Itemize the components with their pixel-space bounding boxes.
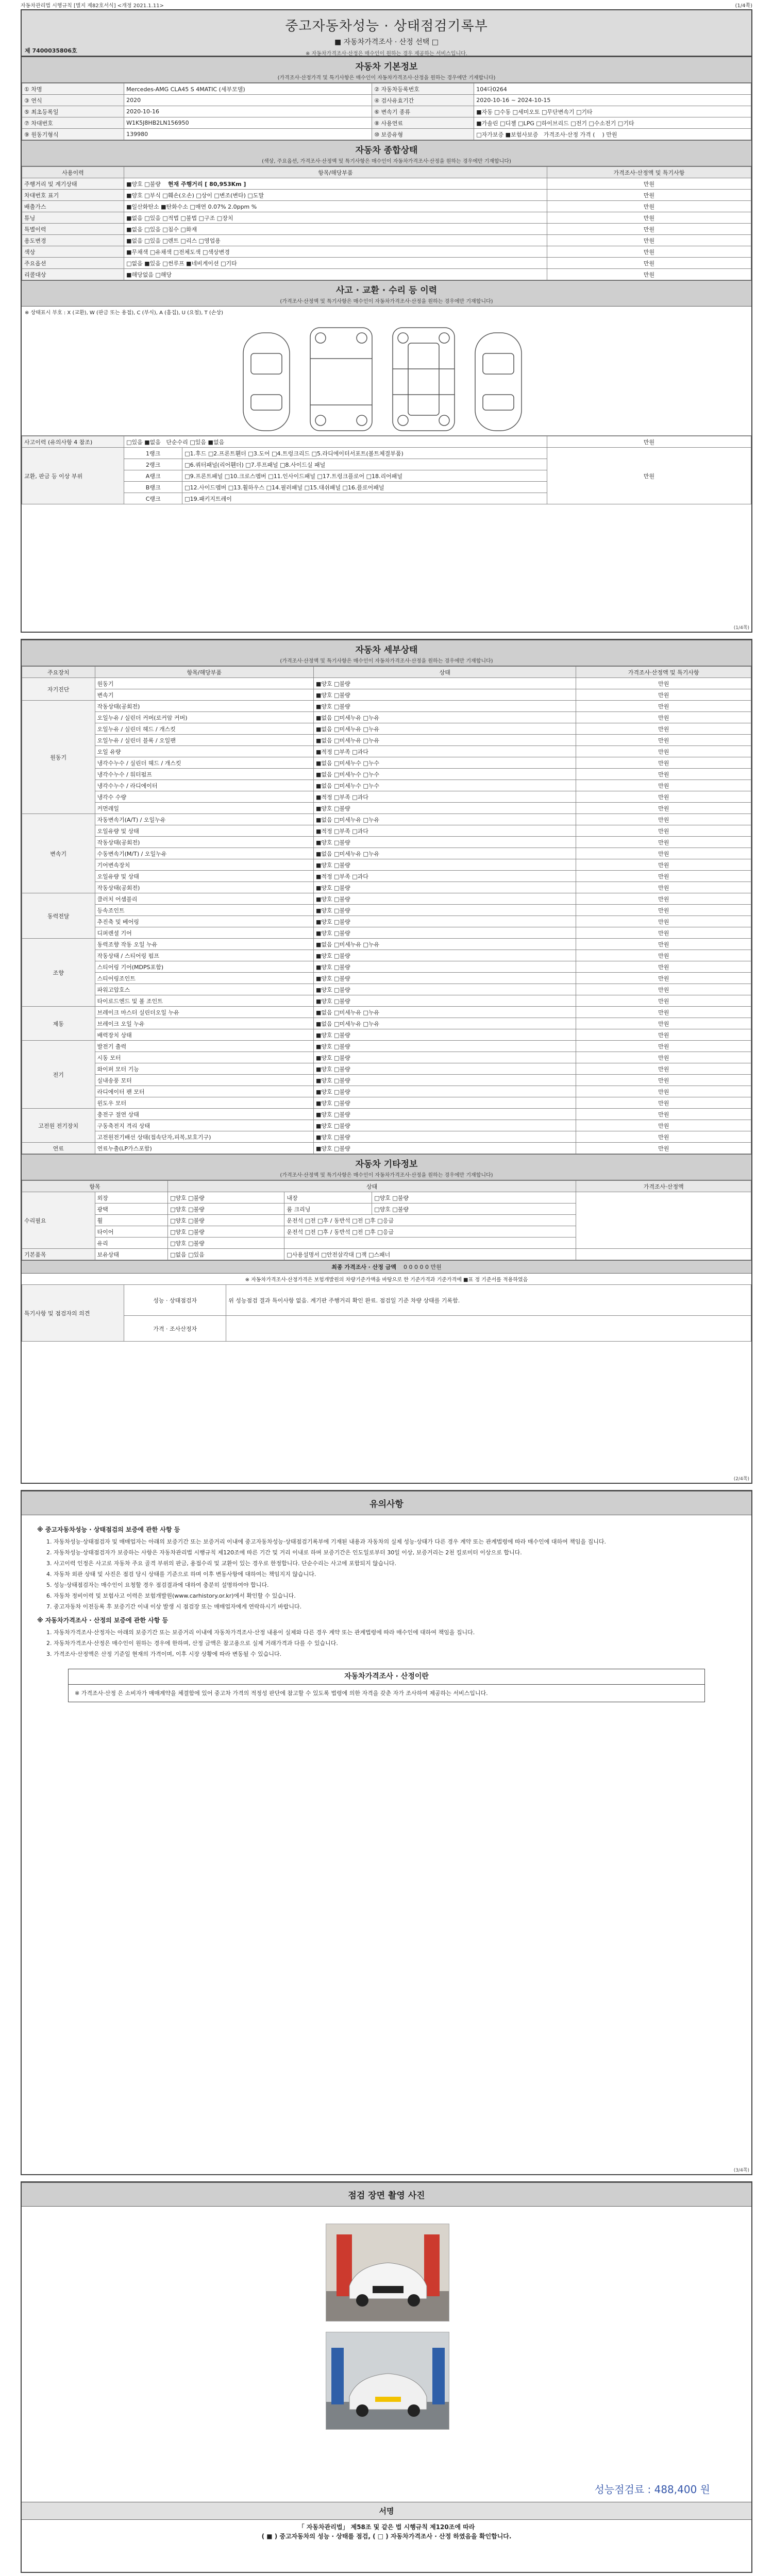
accident-table	[22, 436, 751, 504]
inspection-photo-rear	[326, 2332, 449, 2430]
table-row: 동력전달 클러치 어셈블리 ■양호 □불량 만원	[22, 893, 751, 905]
table-row: 윈도우 모터 ■양호 □불량 만원	[22, 1097, 751, 1109]
table-row: 주요옵션 □없음 ■있음 □썬루프 ■네비게이션 □기타 만원	[22, 258, 751, 269]
table-row: 변속기 자동변속기(A/T) / 오일누유 ■없음 □미세누유 □누유 만원	[22, 814, 751, 825]
table-row: 리콜대상 ■해당없음 □해당 만원	[22, 269, 751, 280]
table-row: C랭크 □19.패키지트레이	[22, 493, 751, 504]
notices-body: ※ 중고자동차성능 · 상태점검의 보증에 관한 사항 등 1. 자동차성능·상태점검자 및 매매업자는 아래의 보증기간 또는 보증거리 이내에 중고자동차성능·상태점검기록부에 기재된 내용과 자동차의 실제 성능·상태가 다른 경우 계약 또는 관계법령에 따라 매수인에 대하여 책임을 집니다. 2. 자동차성능·상태점검자가 보증하는 사항은 자동차관리법 시행규칙 제120조에 따른 기간 및 거리 이내로 하며 보증기간은 인도일로부터 30일 이상, 보증거리는 2천 킬로미터 이상으로 합니다. 3. 사고이력 인정은 사고로 자동차 주요 골격 부위의 판금, 용접수리 및 교환이 있는 경우로 한정합니다. 단순수리는 사고에 포함되지 않습니다. 4. 자동차 외관 상태 및 사진은 점검 당시 상태를 기준으로 하며 이후 변동사항에 대하여는 책임지지 않습니다. 5. 성능·상태점검자는 매수인이 요청할 경우 점검결과에 대하여 충분히 설명하여야 합니다. 6. 자동차 정비이력 및 보험사고 이력은 보험개발원(www.carhistory.or.kr)에서 확인할 수 있습니다. 7. 중고자동차 이전등록 후 보증기간 이내 이상 발생 시 점검장 또는 매매업자에게 연락하시기 바랍니다. ※ 자동차가격조사 · 산정의 보증에 관한 사항 등 1. 자동차가격조사·산정자는 아래의 보증기간 또는 보증거리 이내에 자동차가격조사·산정 내용이 실제와 다른 경우 계약 또는 관계법령에 따라 매수인에 대하여 책임을 집니다. 2. 자동차가격조사·산정은 매수인이 원하는 경우에 한하며, 산정 금액은 참고용으로 실제 거래가격과 다를 수 있습니다. 3. 가격조사·산정액은 산정 기준일 현재의 가격이며, 이후 시장 상황에 따라 변동될 수 있습니다. 자동차가격조사 · 산정이란 ※ 가격조사·산정 은 소비자가 매매계약을 체결함에 있어 중고차 가격의 적정성 판단에 참고할 수 있도록 법령에 의한 자격을 갖춘 자가 조사하여 제공하는 서비스입니다.	[22, 1515, 751, 1707]
table-row: 디퍼렌셜 기어 ■양호 □불량 만원	[22, 927, 751, 939]
form-page-count: (1/4쪽)	[735, 3, 752, 9]
table-row: 실내송풍 모터 ■양호 □불량 만원	[22, 1075, 751, 1086]
table-row: 교환, 판금 등 이상 부위 1랭크 □1.후드 □2.프론트휀더 □3.도어 □4.트렁크리드 □5.라디에이터서포트(볼트체결부품) 만원	[22, 448, 751, 459]
table-row: 가격 · 조사산정자	[22, 1316, 751, 1342]
table-row: 작동상태(공회전) ■양호 □불량 만원	[22, 882, 751, 893]
table-row: 휠 □양호 □불량 운전석 □전 □후 / 동반석 □전 □후 □응급	[22, 1215, 751, 1226]
table-row: ⑤ 최초등록일 2020-10-16 ⑥ 변속기 종류 ■자동 □수동 □세미오토 □무단변속기 □기타	[22, 106, 751, 117]
table-row: 냉각수 수량 ■적정 □부족 □과다 만원	[22, 791, 751, 803]
table-row: 수리필요 외장 □양호 □불량 내장 □양호 □불량	[22, 1192, 751, 1204]
table-row: 스티어링조인트 ■양호 □불량 만원	[22, 973, 751, 984]
table-row: 오일누유 / 실린더 헤드 / 개스킷 ■없음 □미세누유 □누유 만원	[22, 723, 751, 735]
table-row: 와이퍼 모터 기능 ■양호 □불량 만원	[22, 1063, 751, 1075]
page-3: 유의사항 ※ 중고자동차성능 · 상태점검의 보증에 관한 사항 등 1. 자동차성능·상태점검자 및 매매업자는 아래의 보증기간 또는 보증거리 이내에 중고자동차성능·상태점검기록부에 기재된 내용과 자동차의 실제 성능·상태가 다른 경우 계약 또는 관계법령에 따라 매수인에 대하여 책임을 집니다. 2. 자동차성능·상태점검자가 보증하는 사항은 자동차관리법 시행규칙 제120조에 따른 기간 및 거리 이내로 하며 보증기간은 인도일로부터 30일 이상, 보증거리는 2천 킬로미터 이상으로 합니다. 3. 사고이력 인정은 사고로 자동차 주요 골격 부위의 판금, 용접수리 및 교환이 있는 경우로 한정합니다. 단순수리는 사고에 포함되지 않습니다. 4. 자동차 외관 상태 및 사진은 점검 당시 상태를 기준으로 하며 이후 변동사항에 대하여는 책임지지 않습니다. 5. 성능·상태점검자는 매수인이 요청할 경우 점검결과에 대하여 충분히 설명하여야 합니다. 6. 자동차 정비이력 및 보험사고 이력은 보험개발원(www.carhistory.or.kr)에서 확인할 수 있습니다. 7. 중고자동차 이전등록 후 보증기간 이내 이상 발생 시 점검장 또는 매매업자에게 연락하시기 바랍니다. ※ 자동차가격조사 · 산정의 보증에 관한 사항 등 1. 자동차가격조사·산정자는 아래의 보증기간 또는 보증거리 이내에 자동차가격조사·산정 내용이 실제와 다른 경우 계약 또는 관계법령에 따라 매수인에 대하여 책임을 집니다. 2. 자동차가격조사·산정은 매수인이 원하는 경우에 한하며, 산정 금액은 참고용으로 실제 거래가격과 다를 수 있습니다. 3. 가격조사·산정액은 산정 기준일 현재의 가격이며, 이후 시장 상황에 따라 변동될 수 있습니다. 자동차가격조사 · 산정이란 ※ 가격조사·산정 은 소비자가 매매계약을 체결함에 있어 중고차 가격의 적정성 판단에 참고할 수 있도록 법령에 의한 자격을 갖춘 자가 조사하여 제공하는 서비스입니다. (3/4쪽)	[21, 1490, 752, 2175]
table-row: 주행거리 및 계기상태 ■양호 □불량 현재 주행거리 [ 80,953Km ] 만원	[22, 178, 751, 190]
table-row: 자기진단 원동기 ■양호 □불량 만원	[22, 678, 751, 689]
inspection-fee: 성능점검료 : 488,400 원	[594, 2483, 710, 2496]
table-row: 제동 브레이크 마스터 실린더오일 누유 ■없음 □미세누유 □누유 만원	[22, 1007, 751, 1018]
table-row: 타이로드엔드 및 볼 조인트 ■양호 □불량 만원	[22, 995, 751, 1007]
table-row: 고전원 전기장치 충전구 절연 상태 ■양호 □불량 만원	[22, 1109, 751, 1120]
table-row: 연료 연료누출(LP가스포함) ■양호 □불량 만원	[22, 1143, 751, 1154]
table-row: 튜닝 ■없음 □있음 □적법 □불법 □구조 □장치 만원	[22, 212, 751, 224]
table-row: 구동축전지 격리 상태 ■양호 □불량 만원	[22, 1120, 751, 1131]
table-row: 배출가스 ■일산화탄소 ■탄화수소 □매연 0.07% 2.0ppm % 만원	[22, 201, 751, 212]
table-row: 냉각수누수 / 라디에이터 ■없음 □미세누수 □누수 만원	[22, 780, 751, 791]
table-row: B랭크 □12.사이드멤버 □13.휠하우스 □14.필러패널 □15.대쉬패널 □16.플로어패널	[22, 482, 751, 493]
car-outline-diagram	[22, 317, 751, 436]
table-row: 시동 모터 ■양호 □불량 만원	[22, 1052, 751, 1063]
document-number: 제 7400035806호	[25, 47, 77, 54]
table-row: 라디에이터 팬 모터 ■양호 □불량 만원	[22, 1086, 751, 1097]
table-row: 추진축 및 베어링 ■양호 □불량 만원	[22, 916, 751, 927]
signature-heading: 서명	[22, 2502, 751, 2520]
table-row: 원동기 작동상태(공회전) ■양호 □불량 만원	[22, 701, 751, 712]
table-row: 광택 □양호 □불량 룸 크리닝 □양호 □불량	[22, 1204, 751, 1215]
table-row: 배력장치 상태 ■양호 □불량 만원	[22, 1029, 751, 1041]
inspection-photo-front	[326, 2224, 449, 2321]
list-item: 7. 중고자동차 이전등록 후 보증기간 이내 이상 발생 시 점검장 또는 매매업자에게 연락하시기 바랍니다.	[46, 1603, 302, 1610]
table-row: 파워고압호스 ■양호 □불량 만원	[22, 984, 751, 995]
table-row: ⑨ 원동기형식 139980 ⑩ 보증유형 □자가보증 ■보험사보증 가격조사·산정 가격 ( ) 만원	[22, 129, 751, 140]
table-row: 사고이력 (유의사항 4 참조) □있음 ■없음 단순수리 □있음 ■없음 만원	[22, 436, 751, 448]
table-row: 유리 □양호 □불량	[22, 1238, 751, 1249]
list-item: 6. 자동차 정비이력 및 보험사고 이력은 보험개발원(www.carhistory.or.kr)에서 확인할 수 있습니다.	[46, 1592, 296, 1599]
table-row: 오일 유량 ■적정 □부족 □과다 만원	[22, 746, 751, 757]
table-row: 변속기 ■양호 □불량 만원	[22, 689, 751, 701]
table-row: ① 차명 Mercedes-AMG CLA45 S 4MATIC (세부모델) ② 자동차등록번호 104다0264	[22, 83, 751, 95]
table-row: ③ 연식 2020 ④ 검사유효기간 2020-10-16 ~ 2024-10-15	[22, 95, 751, 106]
record-title-band	[22, 10, 751, 57]
list-item: 4. 자동차 외관 상태 및 사진은 점검 당시 상태를 기준으로 하며 이후 변동사항에 대하여는 책임지지 않습니다.	[46, 1571, 316, 1578]
list-item: 3. 가격조사·산정액은 산정 기준일 현재의 가격이며, 이후 시장 상황에 따라 변동될 수 있습니다.	[46, 1651, 282, 1657]
overall-status-heading: 자동차 종합상태 (색상, 주요옵션, 가격조사·산정액 및 특기사항은 매수인이 자동차가격조사·산정을 원하는 경우에만 기재합니다)	[22, 140, 751, 166]
table-row: 기본품목 보유상태 □없음 □있음 □사용설명서 □안전삼각대 □잭 □스패너	[22, 1249, 751, 1260]
accident-history-heading: 사고 · 교환 · 수리 등 이력 (가격조사·산정액 및 특기사항은 매수인이 자동차가격조사·산정을 원하는 경우에만 기재합니다)	[22, 280, 751, 307]
table-row: 고전원전기배선 상태(접속단자,피복,보호기구) ■양호 □불량 만원	[22, 1131, 751, 1143]
table-row: 등속조인트 ■양호 □불량 만원	[22, 905, 751, 916]
table-row: 특기사항 및 점검자의 의견 성능 · 상태점검자 위 성능점검 결과 특이사항 없음. 계기판 주행거리 확인 완료. 점검일 기준 차량 상태를 기록함.	[22, 1285, 751, 1316]
table-row: 스티어링 기어(MDPS포함) ■양호 □불량 만원	[22, 961, 751, 973]
detail-status-table: 주요장치 항목/해당부품 상태 가격조사·산정액 및 특기사항 자기진단 원동기 ■양호 □불량 만원 변속기 ■양호 □불량 만원 원동기 작동상태(공회전) ■양호 □불량 만원 오일누유 / 실린더 커버(로커암 커버) ■없음 □미세누유 □누유 만원 오일누유 / 실린더 헤드 / 개스킷 ■없음 □미세누유 □누유 만원 오일누유 / 실린더 블록 / 오일팬 ■없음 □미세누유 □누유 만원 오일 유량 ■적정 □부족 □과다 만원 냉각수누수 / 실린더 헤드 / 개스킷 ■없음 □미세누수 □누수 만원 냉각수누수 / 워터펌프 ■없음 □미세누수 □누수 만원 냉각수누수 / 라디에이터 ■없음 □미세누수 □누수 만원 냉각수 수량 ■적정 □부족 □과다 만원 커먼레일 ■양호 □불량 만원 변속기 자동변속기(A/T) / 오일누유 ■없음 □미세누유 □누유 만원 오일유량 및 상태 ■적정 □부족 □과다 만원 작동상태(공회전) ■양호 □불량 만원 수동변속기(M/T) / 오일누유 ■없음 □미세누유 □누유 만원 기어변속장치 ■양호 □불량 만원 오일유량 및 상태 ■적정 □부족 □과다 만원 작동상태(공회전) ■양호 □불량 만원 동력전달 클러치 어셈블리 ■양호 □불량 만원 등속조인트 ■양호 □불량 만원 추진축 및 베어링 ■양호 □불량 만원 디퍼렌셜 기어 ■양호 □불량 만원 조향 동력조향 작동 오일 누유 ■없음 □미세누유 □누유 만원 작동상태 / 스티어링 펌프 ■양호 □불량 만원 스티어링 기어(MDPS포함) ■양호 □불량 만원 스티어링조인트 ■양호 □불량 만원 파워고압호스 ■양호 □불량 만원 타이로드엔드 및 볼 조인트 ■양호 □불량 만원 제동 브레이크 마스터 실린더오일 누유 ■없음 □미세누유 □누유 만원 브레이크 오일 누유 ■없음 □미세누유 □누유 만원 배력장치 상태 ■양호 □불량 만원 전기 발전기 출력 ■양호 □불량 만원 시동 모터 ■양호 □불량 만원 와이퍼 모터 기능 ■양호 □불량 만원 실내송풍 모터 ■양호 □불량 만원 라디에이터 팬 모터 ■양호 □불량 만원 윈도우 모터 ■양호 □불량 만원 고전원 전기장치 충전구 절연 상태 ■양호 □불량 만원 구동축전지 격리 상태 ■양호 □불량 만원 고전원전기배선 상태(접속단자,피복,보호기구) ■양호 □불량 만원 연료 연료누출(LP가스포함) ■양호 □불량 만원	[22, 666, 751, 1154]
table-row: 작동상태(공회전) ■양호 □불량 만원	[22, 837, 751, 848]
list-item: 1. 자동차가격조사·산정자는 아래의 보증기간 또는 보증거리 이내에 자동차가격조사·산정 내용이 실제와 다른 경우 계약 또는 관계법령에 따라 매수인에 대하여 책임을 집니다.	[46, 1629, 475, 1636]
notices-heading: 유의사항	[22, 1491, 751, 1515]
table-row: 색상 ■무채색 □유채색 □전체도색 □색상변경 만원	[22, 246, 751, 258]
table-row: 수동변속기(M/T) / 오일누유 ■없음 □미세누유 □누유 만원	[22, 848, 751, 859]
table-row: 오일유량 및 상태 ■적정 □부족 □과다 만원	[22, 825, 751, 837]
table-row: 오일누유 / 실린더 블록 / 오일팬 ■없음 □미세누유 □누유 만원	[22, 735, 751, 746]
final-price-bar: 최종 가격조사 · 산정 금액 0 0 0 0 0 만원	[22, 1260, 751, 1274]
confirmation-text: 「 자동차관리법」 제58조 및 같은 법 시행규칙 제120조에 따라 ( ■ ) 중고자동차의 성능 · 상태를 점검, ( □ ) 자동차가격조사 · 산정 하였음을 확인합니다.	[261, 2523, 512, 2540]
table-row: A랭크 □9.프론트패널 □10.크로스멤버 □11.인사이드패널 □17.트렁크플로어 □18.리어패널	[22, 470, 751, 482]
list-item: 2. 자동차가격조사·산정은 매수인이 원하는 경우에 한하며, 산정 금액은 참고용으로 실제 거래가격과 다를 수 있습니다.	[46, 1640, 338, 1647]
form-meta-line	[21, 1, 752, 8]
special-remarks-table	[22, 1284, 751, 1342]
photos-heading: 점검 장면 촬영 사진	[22, 2182, 751, 2207]
table-row: 2랭크 □6.쿼터패널(리어휀더) □7.루프패널 □8.사이드실 패널	[22, 459, 751, 470]
mileage-value: 현재 주행거리 [ 80,953Km ]	[167, 180, 246, 188]
table-row: 전기 발전기 출력 ■양호 □불량 만원	[22, 1041, 751, 1052]
page-2: 자동차 세부상태 (가격조사·산정액 및 특기사항은 매수인이 자동차가격조사·산정을 원하는 경우에만 기재합니다) 주요장치 항목/해당부품 상태 가격조사·산정액 및 특기사항 자기진단 원동기 ■양호 □불량 만원 변속기 ■양호 □불량 만원 원동기 작동상태(공회전) ■양호 □불량 만원 오일누유 / 실린더 커버(로커암 커버) ■없음 □미세누유 □누유 만원 오일누유 / 실린더 헤드 / 개스킷 ■없음 □미세누유 □누유 만원 오일누유 / 실린더 블록 / 오일팬 ■없음 □미세누유 □누유 만원 오일 유량 ■적정 □부족 □과다 만원 냉각수누수 / 실린더 헤드 / 개스킷 ■없음 □미세누수 □누수 만원 냉각수누수 / 워터펌프 ■없음 □미세누수 □누수 만원 냉각수누수 / 라디에이터 ■없음 □미세누수 □누수 만원 냉각수 수량 ■적정 □부족 □과다 만원 커먼레일 ■양호 □불량 만원 변속기 자동변속기(A/T) / 오일누유 ■없음 □미세누유 □누유 만원 오일유량 및 상태 ■적정 □부족 □과다 만원 작동상태(공회전) ■양호 □불량 만원 수동변속기(M/T) / 오일누유 ■없음 □미세누유 □누유 만원 기어변속장치 ■양호 □불량 만원 오일유량 및 상태 ■적정 □부족 □과다 만원 작동상태(공회전) ■양호 □불량 만원 동력전달 클러치 어셈블리 ■양호 □불량 만원 등속조인트 ■양호 □불량 만원 추진축 및 베어링 ■양호 □불량 만원 디퍼렌셜 기어 ■양호 □불량 만원 조향 동력조향 작동 오일 누유 ■없음 □미세누유 □누유 만원 작동상태 / 스티어링 펌프 ■양호 □불량 만원 스티어링 기어(MDPS포함) ■양호 □불량 만원 스티어링조인트 ■양호 □불량 만원 파워고압호스 ■양호 □불량 만원 타이로드엔드 및 볼 조인트 ■양호 □불량 만원 제동 브레이크 마스터 실린더오일 누유 ■없음 □미세누유 □누유 만원 브레이크 오일 누유 ■없음 □미세누유 □누유 만원 배력장치 상태 ■양호 □불량 만원 전기 발전기 출력 ■양호 □불량 만원 시동 모터 ■양호 □불량 만원 와이퍼 모터 기능 ■양호 □불량 만원 실내송풍 모터 ■양호 □불량 만원 라디에이터 팬 모터 ■양호 □불량 만원 윈도우 모터 ■양호 □불량 만원 고전원 전기장치 충전구 절연 상태 ■양호 □불량 만원 구동축전지 격리 상태 ■양호 □불량 만원 고전원전기배선 상태(접속단자,피복,보호기구) ■양호 □불량 만원 연료 연료누출(LP가스포함) ■양호 □불량 만원 자동차 기타정보 (가격조사·산정액 및 특기사항은 매수인이 자동차가격조사·산정을 원하는 경우에만 기재합니다) 항목 상태 가격조사·산정액 수리필요 외장 □양호 □불량 내장 □양호 □불량 광택 □양호 □불량 룸 크리닝 □양호 □불량 휠 □양호 □불량 운전석 □전 □후 / 동반석 □전 □후 □응급 타이어 □양호 □불량 운전석 □전 □후 / 동반석 □전 □후 □응급 유리 □양호 □불량 기본품목 보유상태 □없음 □있음 □사용설명서 □안전삼각대 □잭 □스패너 최종 가격조사 · 산정 금액 0 0 0 0 0 만원 ※ 자동차가격조사·산정가격은 보험개발원의 차량기준가액을 바탕으로 한 기준가격과 기준가격에 ■표 정 기준서를 적용하였음 특기사항 및 점검자의 의견 성능 · 상태점검자 위 성능점검 결과 특이사항 없음. 계기판 주행거리 확인 완료. 점검일 기준 차량 상태를 기록함. 가격 · 조사산정자 (2/4쪽)	[21, 639, 752, 1484]
header-note: ※ 자동차가격조사·산정은 매수인이 원하는 경우 제공하는 서비스입니다.	[306, 51, 467, 57]
list-item: 1. 자동차성능·상태점검자 및 매매업자는 아래의 보증기간 또는 보증거리 이내에 중고자동차성능·상태점검기록부에 기재된 내용과 자동차의 실제 성능·상태가 다른 경우 계약 또는 관계법령에 따라 매수인에 대하여 책임을 집니다.	[46, 1538, 606, 1545]
table-row: 냉각수누수 / 워터펌프 ■없음 □미세누수 □누수 만원	[22, 769, 751, 780]
overall-status-table: 사용이력 항목/해당부품 가격조사·산정액 및 특기사항 주행거리 및 계기상태 ■양호 □불량 현재 주행거리 [ 80,953Km ] 만원 차대번호 표기 ■양호 □부식 □훼손(오손) □상이 □변조(변타) □도말 만원 배출가스 ■일산화탄소 ■탄화수소 □매연 0.07% 2.0ppm % 만원 튜닝 ■없음 □있음 □적법 □불법 □구조 □장치 만원 특별이력 ■없음 □있음 □침수 □화재 만원 용도변경 ■없음 □있음 □렌트 □리스 □영업용 만원 색상 ■무채색 □유채색 □전체도색 □색상변경 만원 주요옵션 □없음 ■있음 □썬루프 ■네비게이션 □기타 만원 리콜대상 ■해당없음 □해당 만원	[22, 166, 751, 280]
table-row: 조향 동력조향 작동 오일 누유 ■없음 □미세누유 □누유 만원	[22, 939, 751, 950]
other-info-table: 항목 상태 가격조사·산정액 수리필요 외장 □양호 □불량 내장 □양호 □불량 광택 □양호 □불량 룸 크리닝 □양호 □불량 휠 □양호 □불량 운전석 □전 □후 / 동반석 □전 □후 □응급 타이어 □양호 □불량 운전석 □전 □후 / 동반석 □전 □후 □응급 유리 □양호 □불량 기본품목 보유상태 □없음 □있음 □사용설명서 □안전삼각대 □잭 □스패너	[22, 1180, 751, 1260]
page-4	[21, 2181, 752, 2573]
page-1: 중고자동차성능 · 상태점검기록부 ■ 자동차가격조사 · 산정 선택 □ ※ 자동차가격조사·산정은 매수인이 원하는 경우 제공하는 서비스입니다. 제 7400035806호 자동차 기본정보 (가격조사·산정가격 및 특기사항은 매수인이 자동차가격조사·산정을 원하는 경우에만 기재합니다) ① 차명 Mercedes-AMG CLA45 S 4MATIC (세부모델) ② 자동차등록번호 104다0264 ③ 연식 2020 ④ 검사유효기간 2020-10-16 ~ 2024-10-15 ⑤ 최초등록일 2020-10-16 ⑥ 변속기 종류 ■자동 □수동 □세미오토 □무단변속기 □기타 ⑦ 차대번호 W1K5J8HB2LN156950 ⑧ 사용연료 ■가솔린 □디젤 □LPG □하이브리드 □전기 □수소전기 □기타 ⑨ 원동기형식 139980 ⑩ 보증유형 □자가보증 ■보험사보증 가격조사·산정 가격 ( ) 만원 자동차 종합상태 (색상, 주요옵션, 가격조사·산정액 및 특기사항은 매수인이 자동차가격조사·산정을 원하는 경우에만 기재합니다) 사용이력 항목/해당부품 가격조사·산정액 및 특기사항 주행거리 및 계기상태 ■양호 □불량 현재 주행거리 [ 80,953Km ] 만원 차대번호 표기 ■양호 □부식 □훼손(오손) □상이 □변조(변타) □도말 만원 배출가스 ■일산화탄소 ■탄화수소 □매연 0.07% 2.0ppm % 만원 튜닝 ■없음 □있음 □적법 □불법 □구조 □장치 만원 특별이력 ■없음 □있음 □침수 □화재 만원 용도변경 ■없음 □있음 □렌트 □리스 □영업용 만원 색상 ■무채색 □유채색 □전체도색 □색상변경 만원 주요옵션 □없음 ■있음 □썬루프 ■네비게이션 □기타 만원 리콜대상 ■해당없음 □해당 만원 사고 · 교환 · 수리 등 이력 (가격조사·산정액 및 특기사항은 매수인이 자동차가격조사·산정을 원하는 경우에만 기재합니다) ※ 상태표시 부호 : X (교환), W (판금 또는 용접), C (부식), A (흠집), U (요철), T (손상) 사고이력 (유의사항 4 참조) □있음 ■없음 단순수리 □있음 ■없음 만원 교환, 판금 등 이상 부위 1랭크 □1.후드 □2.프론트휀더 □3.도어 □4.트렁크리드 □5.라디에이터서포트(볼트체결부품) 만원 2랭크 □6.쿼터패널(리어휀더) □7.루프패널 □8.사이드실 패널 A랭크 □9.프론트패널 □10.크로스멤버 □11.인사이드패널 □17.트렁크플로어 □18.리어패널 B랭크 □12.사이드멤버 □13.휠하우스 □14.필러패널 □15.대쉬패널 □16.플로어패널 C랭크 □19.패키지트레이 (1/4쪽)	[21, 9, 752, 633]
table-row: 차대번호 표기 ■양호 □부식 □훼손(오손) □상이 □변조(변타) □도말 만원	[22, 190, 751, 201]
vehicle-damage-diagram	[22, 317, 751, 436]
list-item: 2. 자동차성능·상태점검자가 보증하는 사항은 자동차관리법 시행규칙 제120조에 따른 기간 및 거리 이내로 하며 보증기간은 인도일로부터 30일 이상, 보증거리는 2천 킬로미터 이상으로 합니다.	[46, 1549, 522, 1556]
price-survey-info-box: 자동차가격조사 · 산정이란 ※ 가격조사·산정 은 소비자가 매매계약을 체결함에 있어 중고차 가격의 적정성 판단에 참고할 수 있도록 법령에 의한 자격을 갖춘 자가 조사하여 제공하는 서비스입니다.	[68, 1669, 705, 1702]
table-row: 오일유량 및 상태 ■적정 □부족 □과다 만원	[22, 871, 751, 882]
table-row: 브레이크 오일 누유 ■없음 □미세누유 □누유 만원	[22, 1018, 751, 1029]
table-row: 특별이력 ■없음 □있음 □침수 □화재 만원	[22, 224, 751, 235]
table-row: 냉각수누수 / 실린더 헤드 / 개스킷 ■없음 □미세누수 □누수 만원	[22, 757, 751, 769]
form-legal-ref: 자동차관리법 시행규칙 [별지 제82호서식] <개정 2021.1.11>	[21, 3, 164, 9]
damage-legend: ※ 상태표시 부호 : X (교환), W (판금 또는 용접), C (부식), A (흠집), U (요철), T (손상)	[25, 310, 224, 316]
page-subtitle: ■ 자동차가격조사 · 산정 선택 □	[334, 38, 439, 46]
table-row: ⑦ 차대번호 W1K5J8HB2LN156950 ⑧ 사용연료 ■가솔린 □디젤 □LPG □하이브리드 □전기 □수소전기 □기타	[22, 117, 751, 129]
page-title: 중고자동차성능 · 상태점검기록부	[285, 19, 488, 34]
table-row: 작동상태 / 스티어링 펌프 ■양호 □불량 만원	[22, 950, 751, 961]
table-row: 타이어 □양호 □불량 운전석 □전 □후 / 동반석 □전 □후 □응급	[22, 1226, 751, 1238]
table-row: 기어변속장치 ■양호 □불량 만원	[22, 859, 751, 871]
list-item: 5. 성능·상태점검자는 매수인이 요청할 경우 점검결과에 대하여 충분히 설명하여야 합니다.	[46, 1582, 269, 1588]
price-note: ※ 자동차가격조사·산정가격은 보험개발원의 차량기준가액을 바탕으로 한 기준가격과 기준가격에 ■표 정 기준서를 적용하였음	[245, 1277, 528, 1283]
table-row: 오일누유 / 실린더 커버(로커암 커버) ■없음 □미세누유 □누유 만원	[22, 712, 751, 723]
final-price-value: 0 0 0 0 0 만원	[404, 1264, 442, 1270]
basic-info-heading: 자동차 기본정보 (가격조사·산정가격 및 특기사항은 매수인이 자동차가격조사·산정을 원하는 경우에만 기재합니다)	[22, 57, 751, 83]
list-item: 3. 사고이력 인정은 사고로 자동차 주요 골격 부위의 판금, 용접수리 및 교환이 있는 경우로 한정합니다. 단순수리는 사고에 포함되지 않습니다.	[46, 1560, 396, 1567]
table-row: 커먼레일 ■양호 □불량 만원	[22, 803, 751, 814]
basic-info-table	[22, 83, 751, 140]
other-info-heading: 자동차 기타정보 (가격조사·산정액 및 특기사항은 매수인이 자동차가격조사·산정을 원하는 경우에만 기재합니다)	[22, 1154, 751, 1180]
inspection-fee-value: 488,400 원	[654, 2483, 710, 2496]
table-row: 용도변경 ■없음 □있음 □렌트 □리스 □영업용 만원	[22, 235, 751, 246]
detail-status-heading: 자동차 세부상태 (가격조사·산정액 및 특기사항은 매수인이 자동차가격조사·산정을 원하는 경우에만 기재합니다)	[22, 640, 751, 666]
